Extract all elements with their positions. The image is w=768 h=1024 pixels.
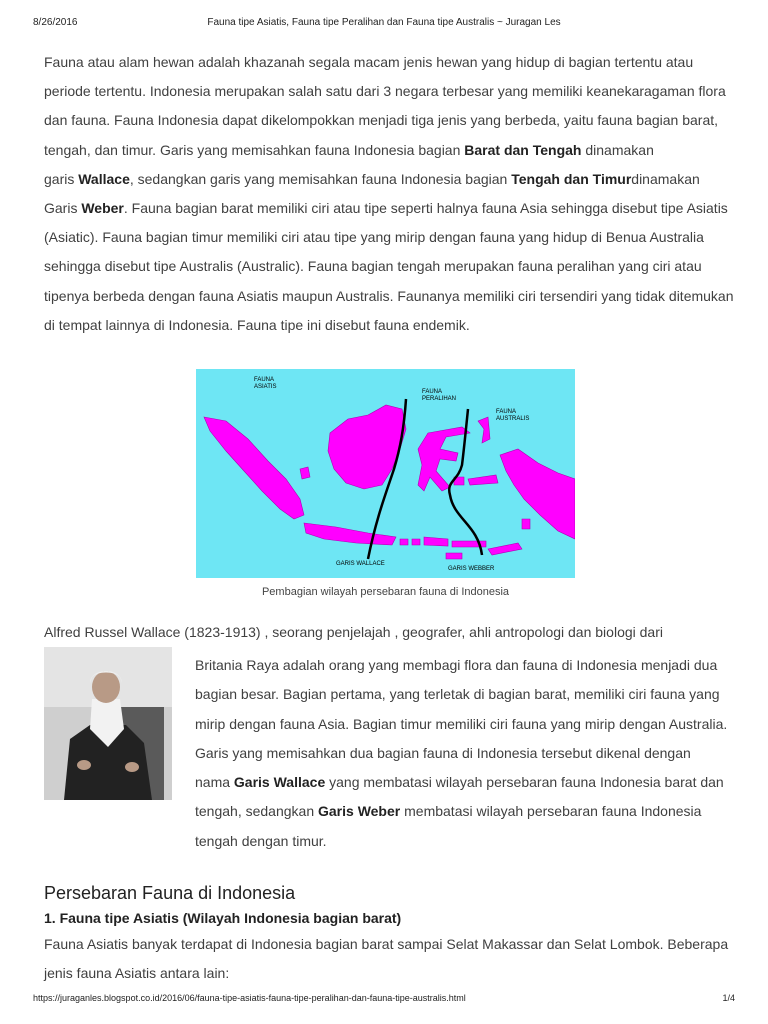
page-number: 1/4 (722, 993, 735, 1003)
label-fauna-peralihan-1: FAUNA (422, 389, 443, 395)
label-fauna-australis-1: FAUNA (496, 409, 517, 415)
text-line: garis Wallace, sedangkan garis yang memisahkan fauna Indonesia bagian Tengah dan Timurdinamakan (44, 170, 700, 187)
lombok-island (412, 539, 420, 545)
wallace-paragraph (195, 651, 735, 856)
map-caption: Pembagian wilayah persebaran fauna di Indonesia (261, 586, 510, 598)
section-subheading: 1. Fauna tipe Asiatis (Wilayah Indonesia bagian barat) (44, 910, 402, 926)
print-title: Fauna tipe Asiatis, Fauna tipe Peralihan dan Fauna tipe Australis ~ Juragan Les (207, 17, 561, 28)
bangka-island (300, 467, 310, 479)
text-line: jenis fauna Asiatis antara lain: (44, 965, 230, 981)
text-line: nama Garis Wallace yang membatasi wilayah persebaran fauna Indonesia barat dan (195, 774, 724, 791)
bold-term: Wallace (78, 170, 130, 187)
label-garis-wallace: GARIS WALLACE (336, 561, 385, 567)
aru-island (522, 519, 530, 529)
label-fauna-asiatis-2: ASIATIS (254, 384, 277, 390)
map-drawing (196, 369, 575, 578)
sumbawa-island (424, 537, 448, 546)
halmahera-island (478, 417, 490, 443)
text-line: Garis Weber. Fauna bagian barat memiliki ciri atau tipe seperti halnya fauna Asia sehingga disebut tipe Asiatis (44, 200, 728, 217)
wallace-portrait (44, 647, 172, 800)
kalimantan-island (328, 405, 406, 489)
sumba-island (446, 553, 462, 559)
section-heading: Persebaran Fauna di Indonesia (44, 883, 296, 903)
bold-term: Garis Weber (318, 803, 401, 820)
label-garis-webber: GARIS WEBBER (448, 566, 495, 572)
bold-term: Garis Wallace (233, 774, 326, 791)
print-footer (33, 993, 735, 1007)
asiatis-paragraph (44, 930, 744, 988)
portrait-drawing (44, 647, 172, 800)
label-fauna-australis-2: AUSTRALIS (496, 416, 530, 422)
text-line: di tempat lainnya di Indonesia. Fauna tipe ini disebut fauna endemik. (44, 316, 470, 333)
text-line: Fauna Asiatis banyak terdapat di Indonesia bagian barat sampai Selat Makassar dan Selat Lombok. Beberapa (44, 936, 729, 952)
label-fauna-asiatis-1: FAUNA (254, 377, 275, 383)
papua-island (500, 449, 575, 539)
page-url-link[interactable]: https://juraganles.blogspot.co.id/2016/06/fauna-tipe-asiatis-fauna-tipe-peralihan-dan-fauna-tipe-australis.html (33, 993, 466, 1003)
timor-island (488, 543, 522, 555)
text-line: mirip dengan fauna Asia. Bagian timur memiliki ciri fauna yang mirip dengan Australia. (195, 715, 728, 732)
java-island (304, 523, 396, 545)
text-line: periode tertentu. Indonesia merupakan salah satu dari 3 negara terbesar yang memiliki keanekaragaman flora (44, 83, 726, 100)
fauna-map (196, 369, 575, 578)
text-line: Garis yang memisahkan dua bagian fauna di Indonesia tersebut dikenal dengan (195, 744, 691, 761)
text-line: tengah dengan timur. (195, 832, 327, 849)
bold-term: Tengah dan Timur (511, 170, 632, 187)
text-line: (Asiatic). Fauna bagian timur memiliki ciri atau tipe yang mirip dengan fauna yang hidup di Benua Australia (44, 229, 704, 246)
text-line: tengah, dan timur. Garis yang memisahkan fauna Indonesia bagian Barat dan Tengah dinamakan (44, 141, 654, 158)
print-header (33, 17, 735, 31)
sumatra-island (204, 417, 304, 519)
bold-term: Barat dan Tengah (464, 141, 582, 158)
intro-paragraph (44, 48, 734, 340)
text-line: Britania Raya adalah orang yang membagi flora dan fauna di Indonesia menjadi dua (195, 657, 718, 673)
text-line: Fauna atau alam hewan adalah khazanah segala macam jenis hewan yang hidup di bagian tertentu atau (44, 54, 694, 70)
text-line: bagian besar. Bagian pertama, yang terletak di bagian barat, memiliki ciri fauna yang (195, 686, 720, 703)
text-line: sehingga disebut tipe Australis (Australic). Fauna bagian tengah merupakan fauna peralihan yang ciri atau (44, 258, 702, 275)
text-line: tipenya berbeda dengan fauna Asiatis maupun Australis. Faunanya memiliki ciri tersendiri yang tidak ditemukan (44, 287, 734, 304)
print-date: 8/26/2016 (33, 17, 78, 28)
label-fauna-peralihan-2: PERALIHAN (422, 396, 457, 402)
wallace-intro-line: Alfred Russel Wallace (1823-1913) , seorang penjelajah , geografer, ahli antropologi dan biologi dari (44, 624, 663, 640)
text-line: dan fauna. Fauna Indonesia dapat dikelompokkan menjadi tiga jenis yang berbeda, yaitu fauna bagian barat, (44, 112, 719, 129)
bali-island (400, 539, 408, 545)
seram-island (468, 475, 498, 485)
text-line: tengah, sedangkan Garis Weber membatasi wilayah persebaran fauna Indonesia (195, 803, 702, 820)
bold-term: Weber (81, 200, 124, 217)
